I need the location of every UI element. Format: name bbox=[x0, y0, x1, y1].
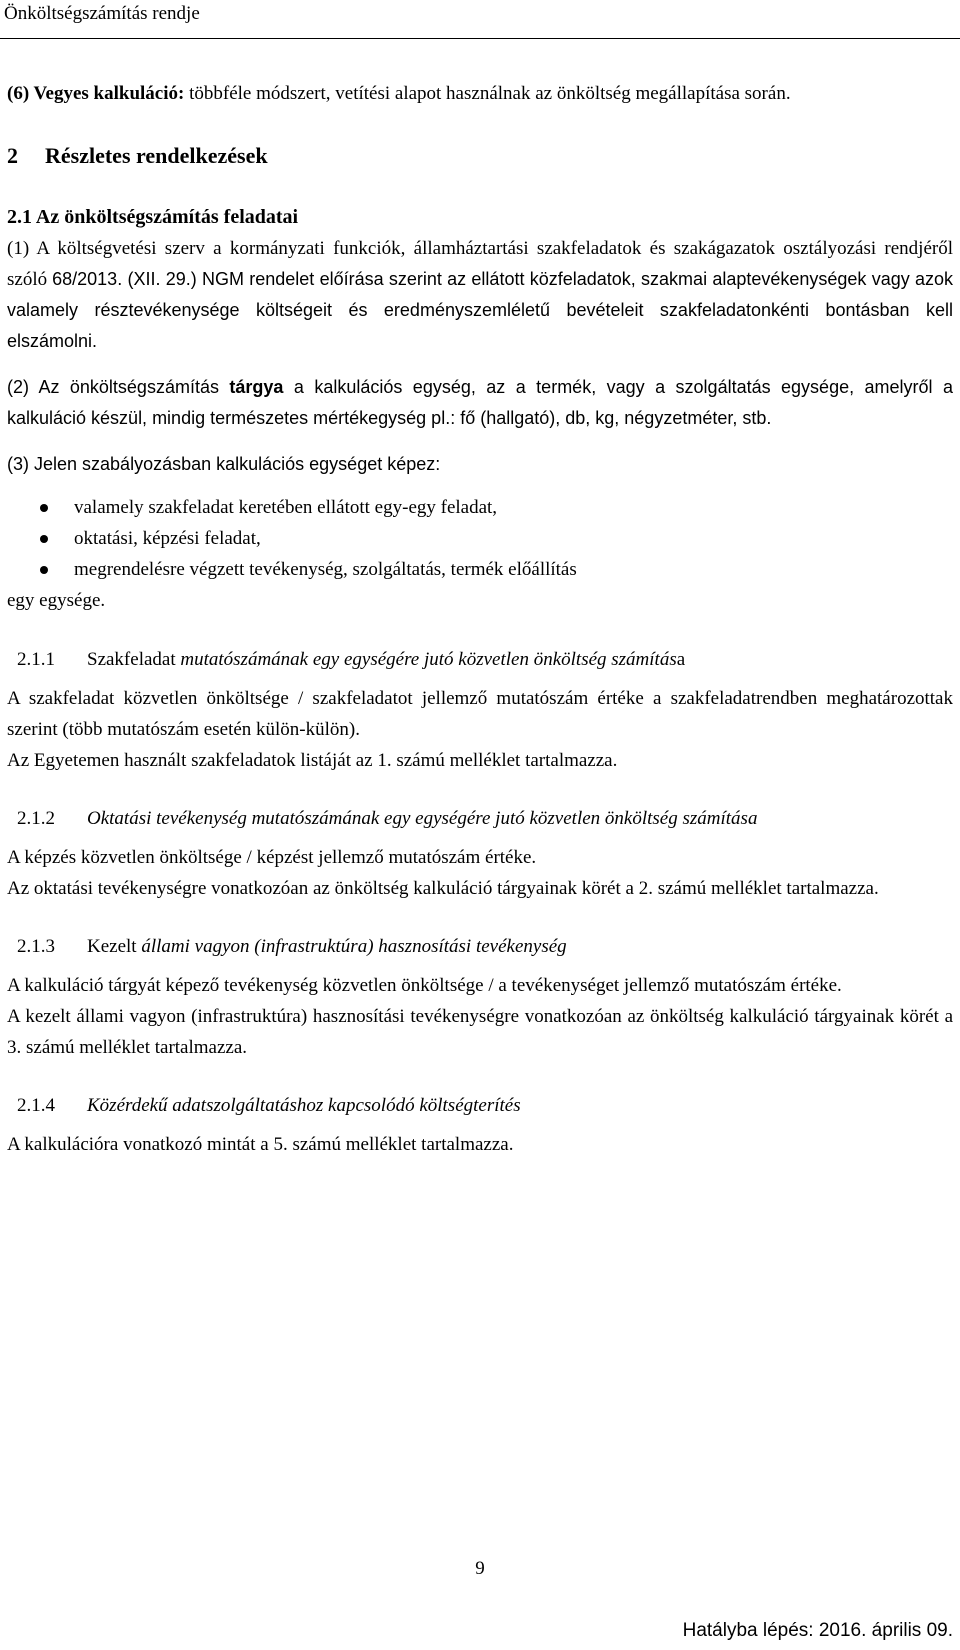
list-item: oktatási, képzési feladat, bbox=[7, 523, 953, 554]
effective-date: Hatályba lépés: 2016. április 09. bbox=[682, 1620, 953, 1641]
heading-number: 2.1.3 bbox=[17, 936, 55, 957]
paragraph-2-pre: (2) Az önköltségszámítás bbox=[7, 377, 230, 397]
list-item: valamely szakfeladat keretében ellátott egy-egy feladat, bbox=[7, 492, 953, 523]
heading-plain: Kezelt bbox=[87, 936, 142, 957]
running-header: Önköltségszámítás rendje bbox=[4, 3, 200, 24]
heading-2-1-1 bbox=[7, 644, 953, 675]
page-body bbox=[7, 78, 953, 1160]
paragraph-3-intro: (3) Jelen szabályozásban kalkulációs egységet képez: bbox=[7, 454, 441, 474]
heading-italic: Oktatási tevékenység mutatószámának egy egységére jutó közvetlen önköltség számítása bbox=[87, 808, 758, 829]
body-2-1-3-b: A kezelt állami vagyon (infrastruktúra) hasznosítási tevékenységre vonatkozóan az önköltség kalkuláció tárgyainak körét a 3. számú melléklet tartalmazza. bbox=[7, 1006, 953, 1058]
heading-number: 2.1.2 bbox=[17, 808, 55, 829]
heading-number: 2.1.4 bbox=[17, 1095, 55, 1116]
bullet-icon bbox=[40, 566, 48, 574]
section-number: 2 bbox=[7, 143, 18, 168]
section-heading-detailed bbox=[7, 140, 953, 171]
mixed-calculation-label: (6) Vegyes kalkuláció: bbox=[7, 83, 185, 104]
heading-italic: mutatószámának egy egységére jutó közvetlen önköltség számítás bbox=[180, 649, 677, 670]
body-2-1-1-b: Az Egyetemen használt szakfeladatok listáját az 1. számú melléklet tartalmazza. bbox=[7, 750, 618, 771]
paragraph-1-sans-part: 68/2013. (XII. 29.) NGM rendelet előírása szerint az ellátott közfeladatok, szakmai alaptevékenységek vagy azok valamely résztevékenysége költségeit és eredményszemléletű bevételeit szakfeladatonkénti bontásban kell elszámolni. bbox=[7, 269, 954, 351]
paragraph-2-bold: tárgya bbox=[229, 377, 284, 397]
section-title: Részletes rendelkezések bbox=[45, 143, 268, 168]
heading-2-1-2 bbox=[7, 803, 953, 834]
body-2-1-2-a: A képzés közvetlen önköltsége / képzést jellemző mutatószám értéke. bbox=[7, 847, 537, 868]
paragraph-mixed-calculation bbox=[7, 78, 953, 109]
paragraph-1 bbox=[7, 233, 953, 357]
heading-plain: Szakfeladat bbox=[87, 649, 181, 670]
heading-2-1-4 bbox=[7, 1090, 953, 1121]
list-item: megrendelésre végzett tevékenység, szolgáltatás, termék előállítás bbox=[7, 554, 953, 585]
header-divider bbox=[0, 38, 960, 39]
heading-2-1-3 bbox=[7, 931, 953, 962]
paragraph-2 bbox=[7, 372, 953, 434]
heading-italic: állami vagyon (infrastruktúra) hasznosítási tevékenység bbox=[141, 936, 567, 957]
body-2-1-4-a: A kalkulációra vonatkozó mintát a 5. számú melléklet tartalmazza. bbox=[7, 1134, 514, 1155]
paragraph-2-post: a kalkulációs egység, az a termék, vagy a szolgáltatás egysége, amelyről a kalkuláció készül, mindig természetes mértékegység pl.: fő (hallgató), db, kg, négyzetméter, stb. bbox=[7, 377, 953, 428]
subsection-number: 2.1 bbox=[7, 206, 32, 228]
body-2-1-2-b: Az oktatási tevékenységre vonatkozóan az önköltség kalkuláció tárgyainak körét a 2. számú melléklet tartalmazza. bbox=[7, 878, 879, 899]
paragraph-3-outro: egy egysége. bbox=[7, 590, 106, 611]
paragraph-1-serif-part: (1) A költségvetési szerv a kormányzati funkciók, államháztartási szakfeladatok és szakágazatok osztályozási rendjéről szóló bbox=[7, 238, 953, 290]
subsection-heading-tasks bbox=[7, 202, 953, 233]
body-2-1-3-a: A kalkuláció tárgyát képező tevékenység közvetlen önköltsége / a tevékenységet jellemző mutatószám értéke. bbox=[7, 975, 842, 996]
heading-tail: a bbox=[676, 649, 686, 670]
bullet-icon bbox=[40, 504, 48, 512]
bullet-icon bbox=[40, 535, 48, 543]
mixed-calculation-text: többféle módszert, vetítési alapot használnak az önköltség megállapítása során. bbox=[184, 83, 791, 104]
body-2-1-1-a: A szakfeladat közvetlen önköltsége / szakfeladatot jellemző mutatószám értéke a szakfeladatrendben meghatározottak szerint (több mutatószám esetén külön-külön). bbox=[7, 688, 953, 740]
heading-italic: Közérdekű adatszolgáltatáshoz kapcsolódó költségterítés bbox=[87, 1095, 521, 1116]
page-number: 9 bbox=[475, 1558, 485, 1579]
subsection-title: Az önköltségszámítás feladatai bbox=[35, 206, 299, 228]
heading-number: 2.1.1 bbox=[17, 649, 55, 670]
calculation-unit-list bbox=[7, 492, 953, 585]
